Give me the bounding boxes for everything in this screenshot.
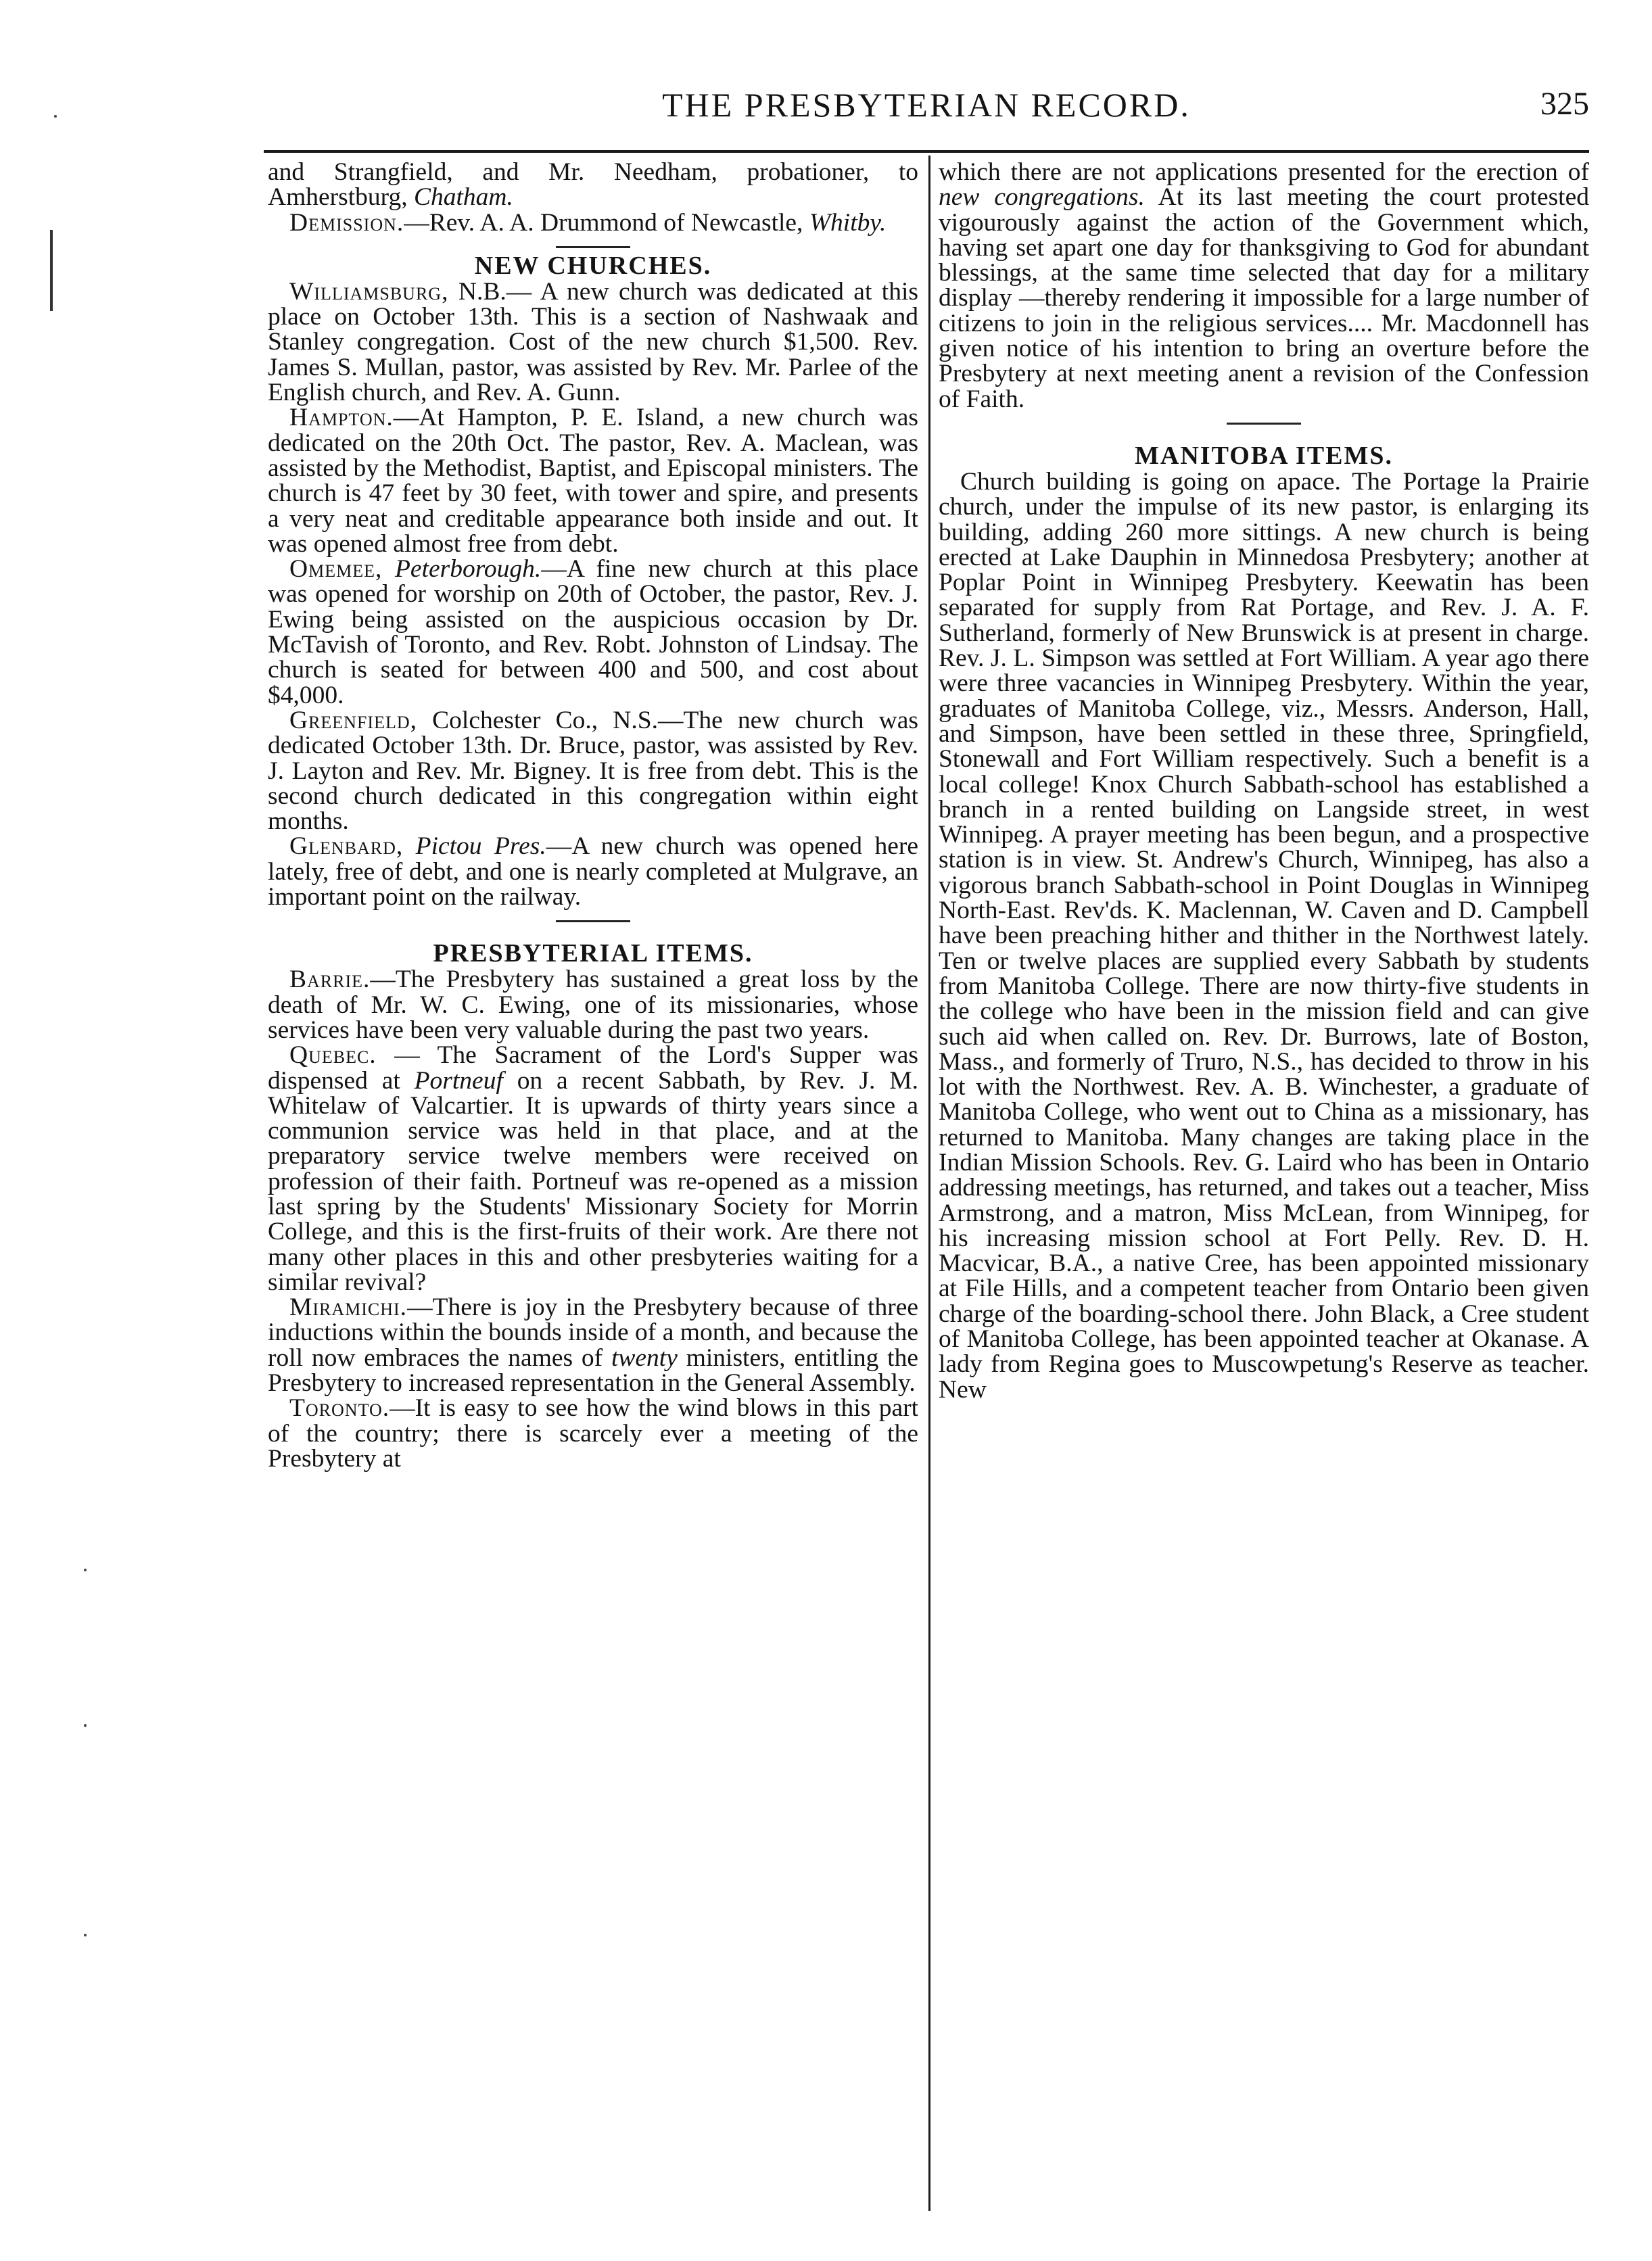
paragraph-williamsburg [268,279,918,405]
paragraph-omemee [268,556,918,708]
paragraph-text: At its last meeting the court protested vigourously against the action of the Government which, having set apart one day for thanksgiving to God for abundant blessings, at the same time selected that day for a military display —thereby rendering it impossible for a large number of citizens to join in the religious services.... Mr. Macdonnell has given notice of his intention to bring an overture before the Presbytery at next meeting anent a revision of the Confession of Faith. [939,183,1589,413]
paragraph-text: —A new church was opened here lately, free of debt, and one is nearly completed at Mulgrave, an important point on the railway. [268,832,918,911]
paragraph-quebec [268,1043,918,1295]
paragraph-text: —There is joy in the Presbytery because of three inductions within the bounds inside of a month, and because the roll now embraces the names of [268,1293,918,1372]
paragraph-text: N.B.— A new church was dedicated at this place on October 13th. This is a section of Nashwaak and Stanley congregation. Cost of the new church $1,500. Rev. James S. Mullan, pastor, was assisted by Rev. Mr. Parlee of the English church, and Rev. A. Gunn. [268,277,918,407]
entry-label: Demission. [289,208,404,237]
left-column [268,160,918,1471]
paragraph-text: ministers, entitling the Presbytery to increased representation in the General Assembly. [268,1343,918,1398]
page-header [264,80,1589,134]
entry-label: Greenfield, [289,706,417,734]
place-name: Chatham. [413,183,513,212]
heading-manitoba-items: MANITOBA ITEMS. [1135,441,1393,470]
place-name: Peterborough. [382,555,542,584]
margin-mark [54,115,57,118]
margin-mark [84,1724,87,1727]
entry-label: Barrie. [289,966,371,994]
paragraph-toronto-continued [939,160,1589,412]
margin-mark [84,1934,87,1936]
paragraph-text: —At Hampton, P. E. Island, a new church was dedicated on the 20th Oct. The pastor, Rev. A. Maclean, was assisted by the Methodist, Baptist, and Episcopal ministers. The church is 47 feet by 30 feet, with tower and spire, and presents a very neat and creditable appearance both inside and out. It was opened almost free from debt. [268,404,918,558]
section-rule [556,920,630,922]
entry-label: Williamsburg, [289,277,449,306]
section-rule [1227,423,1301,425]
paragraph-barrie [268,967,918,1043]
margin-mark [84,1569,87,1571]
running-title: THE PRESBYTERIAN RECORD. [662,86,1191,124]
section-rule [556,246,630,248]
entry-label: Toronto. [289,1394,390,1423]
right-column [939,160,1589,1402]
paragraph-text: which there are not applications presented for the erection of [939,158,1589,186]
header-rule [264,150,1589,153]
emphasis: new congregations. [939,183,1145,212]
margin-bracket [50,230,53,311]
paragraph-demission [268,210,918,235]
entry-label: Quebec. [289,1041,377,1070]
entry-label: Miramichi. [289,1293,408,1322]
paragraph-text: —It is easy to see how the wind blows in this part of the country; there is scarcely ever a meeting of the Presbytery at [268,1394,918,1473]
paragraph-text: on a recent Sabbath, by Rev. J. M. Whitelaw of Valcartier. It is upwards of thirty years since a communion service was held in that place, and at the preparatory service twelve members were received on profession of their faith. Portneuf was re-opened as a mission last spring by the Students' Missionary Society for Morrin College, and this is the first-fruits of their work. Are there not many other places in this and other presbyteries waiting for a similar revival? [268,1066,918,1296]
place-name: Portneuf [414,1066,503,1095]
paragraph-manitoba: Church building is going on apace. The Portage la Prairie church, under the impulse of its new pastor, is enlarging its building, adding 260 more sittings. A new church is being erected at Lake Dauphin in Minnedosa Presbytery; another at Poplar Point in Winnipeg Presbytery. Keewatin has been separated for supply from Rat Portage, and Rev. J. A. F. Sutherland, formerly of New Brunswick is at present in charge. Rev. J. L. Simpson was settled at Fort William. A year ago there were three vacancies in Winnipeg Presbytery. Within the year, graduates of Manitoba College, viz., Messrs. Anderson, Hall, and Simpson, have been settled in these three, Springfield, Stonewall and Fort William respectively. Such a benefit is a local college! Knox Church Sabbath-school has established a branch in a rented building on Langside street, in west Winnipeg. A prayer meeting has been begun, and a prospective station is in view. St. Andrew's Church, Winnipeg, has also a vigorous branch Sabbath-school in Point Douglas in Winnipeg North-East. Rev'ds. K. Maclennan, W. Caven and D. Campbell have been preaching hither and thither in the Northwest lately. Ten or twelve places are supplied every Sabbath by students from Manitoba College. There are now thirty-five students in the college who have been in the mission field and can give such aid when called on. Rev. Dr. Burrows, late of Boston, Mass., and formerly of Truro, N.S., has decided to throw in his lot with the Northwest. Rev. A. B. Winchester, a graduate of Manitoba College, who went out to China as a missionary, has returned to Manitoba. Many changes are taking place in the Indian Mission Schools. Rev. G. Laird who has been in Ontario addressing meetings, has returned, and takes out a teacher, Miss Armstrong, and a matron, Miss McLean, from Winnipeg, for his increasing mission school at Fort Pelly. Rev. D. H. Macvicar, B.A., a native Cree, has been appointed missionary at File Hills, and a competent teacher from Ontario been given charge of the boarding-school there. John Black, a Cree student of Manitoba College, has been appointed teacher at Okanase. A lady from Regina goes to Muscowpetung's Reserve as teacher. New [939,467,1589,1404]
paragraph-hampton [268,405,918,556]
paragraph-text: —Rev. A. A. Drummond of Newcastle, [404,208,809,237]
paragraph-text: and Strangfield, and Mr. Needham, probationer, to Amherstburg, [268,158,918,212]
paragraph-miramichi [268,1295,918,1396]
page-number: 325 [1540,86,1589,122]
paragraph-toronto [268,1396,918,1471]
paragraph-glenbard [268,834,918,909]
paragraph-greenfield [268,708,918,834]
paragraph-text: —A fine new church at this place was opened for worship on 20th of October, the pastor, Rev. J. Ewing being assisted on the auspicious occasion by Dr. McTavish of Toronto, and Rev. Robt. Johnston of Lindsay. The church is seated for between 400 and 500, and cost about $4,000. [268,555,918,709]
paragraph-appointment [268,160,918,210]
entry-label: Omemee, [289,555,383,584]
paragraph-text: — The Sacrament of the Lord's Supper was dispensed at [268,1041,918,1095]
paragraph-text: Colchester Co., N.S.—The new church was dedicated October 13th. Dr. Bruce, pastor, was assisted by Rev. J. Layton and Rev. Mr. Bigney. It is free from debt. This is the second church dedicated in this congregation within eight months. [268,706,918,836]
entry-label: Glenbard, [289,832,404,861]
emphasis: twenty [611,1343,678,1372]
column-divider [928,156,930,2211]
heading-presbyterial-items: PRESBYTERIAL ITEMS. [433,939,753,968]
place-name: Pictou Pres. [403,832,546,861]
place-name: Whitby. [809,208,887,237]
entry-label: Hampton. [289,404,394,432]
heading-new-churches: NEW CHURCHES. [474,251,712,280]
paragraph-text: —The Presbytery has sustained a great loss by the death of Mr. W. C. Ewing, one of its missionaries, whose services have been very valuable during the past two years. [268,966,918,1044]
